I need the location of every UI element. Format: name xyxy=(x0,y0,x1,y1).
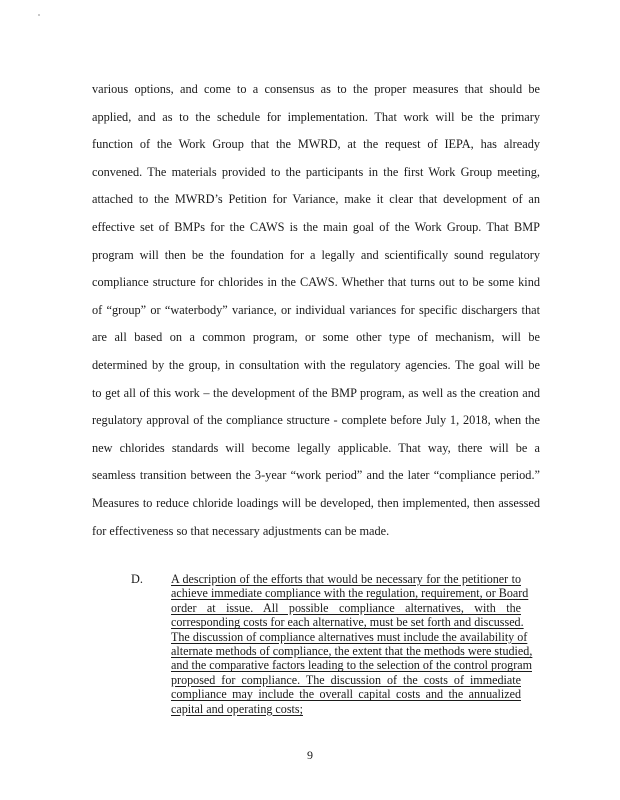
paragraph-line: seamless transition between the 3-year “work period” and the later “compliance period.” xyxy=(92,468,540,483)
item-line: compliance may include the overall capital costs and the annualized xyxy=(171,687,521,702)
paragraph-line: effective set of BMPs for the CAWS is the main goal of the Work Group. That BMP xyxy=(92,219,540,234)
paragraph-line: program will then be the foundation for a legally and scientifically sound regulatory xyxy=(92,247,540,262)
page-number: 9 xyxy=(307,748,313,762)
item-line: A description of the efforts that would be necessary for the petitioner to xyxy=(171,572,521,586)
paragraph-line: of “group” or “waterbody” variance, or individual variances for specific dischargers that xyxy=(92,302,540,317)
item-line: capital and operating costs; xyxy=(171,701,303,716)
item-requirement-text xyxy=(171,572,533,716)
paragraph-line: convened. The materials provided to the participants in the first Work Group meeting, xyxy=(92,164,540,179)
paragraph-line: regulatory approval of the compliance structure - complete before July 1, 2018, when the xyxy=(92,413,540,428)
paragraph-line: to get all of this work – the development of the BMP program, as well as the creation and xyxy=(92,385,540,400)
item-line: The discussion of compliance alternatives must include the availability of xyxy=(171,629,528,644)
item-label: D. xyxy=(131,572,143,586)
item-line: proposed for compliance. The discussion of the costs of immediate xyxy=(171,672,521,687)
paragraph-line: applied, and as to the schedule for implementation. That work will be the primary xyxy=(92,109,540,124)
body-paragraph xyxy=(92,76,540,545)
paragraph-line: function of the Work Group that the MWRD, at the request of IEPA, has already xyxy=(92,137,540,152)
item-line: corresponding costs for each alternative, must be set forth and discussed. xyxy=(171,615,524,630)
paragraph-line: for effectiveness so that necessary adjustments can be made. xyxy=(92,523,390,538)
paragraph-line: new chlorides standards will become legally applicable. That way, there will be a xyxy=(92,440,540,455)
scan-speck xyxy=(38,14,40,16)
item-line: order at issue. All possible compliance alternatives, with the xyxy=(171,600,521,615)
paragraph-line: compliance structure for chlorides in the CAWS. Whether that turns out to be some kind xyxy=(92,275,540,290)
item-line: achieve immediate compliance with the regulation, requirement, or Board xyxy=(171,586,529,601)
paragraph-line: attached to the MWRD’s Petition for Variance, make it clear that development of an xyxy=(92,192,540,207)
paragraph-line: determined by the group, in consultation with the regulatory agencies. The goal will be xyxy=(92,357,540,372)
item-line: and the comparative factors leading to the selection of the control program xyxy=(171,658,532,673)
paragraph-line: are all based on a common program, or some other type of mechanism, will be xyxy=(92,330,540,345)
item-line: alternate methods of compliance, the extent that the methods were studied, xyxy=(171,644,533,659)
paragraph-line: various options, and come to a consensus as to the proper measures that should be xyxy=(92,82,540,96)
paragraph-line: Measures to reduce chloride loadings will be developed, then implemented, then assessed xyxy=(92,495,540,510)
